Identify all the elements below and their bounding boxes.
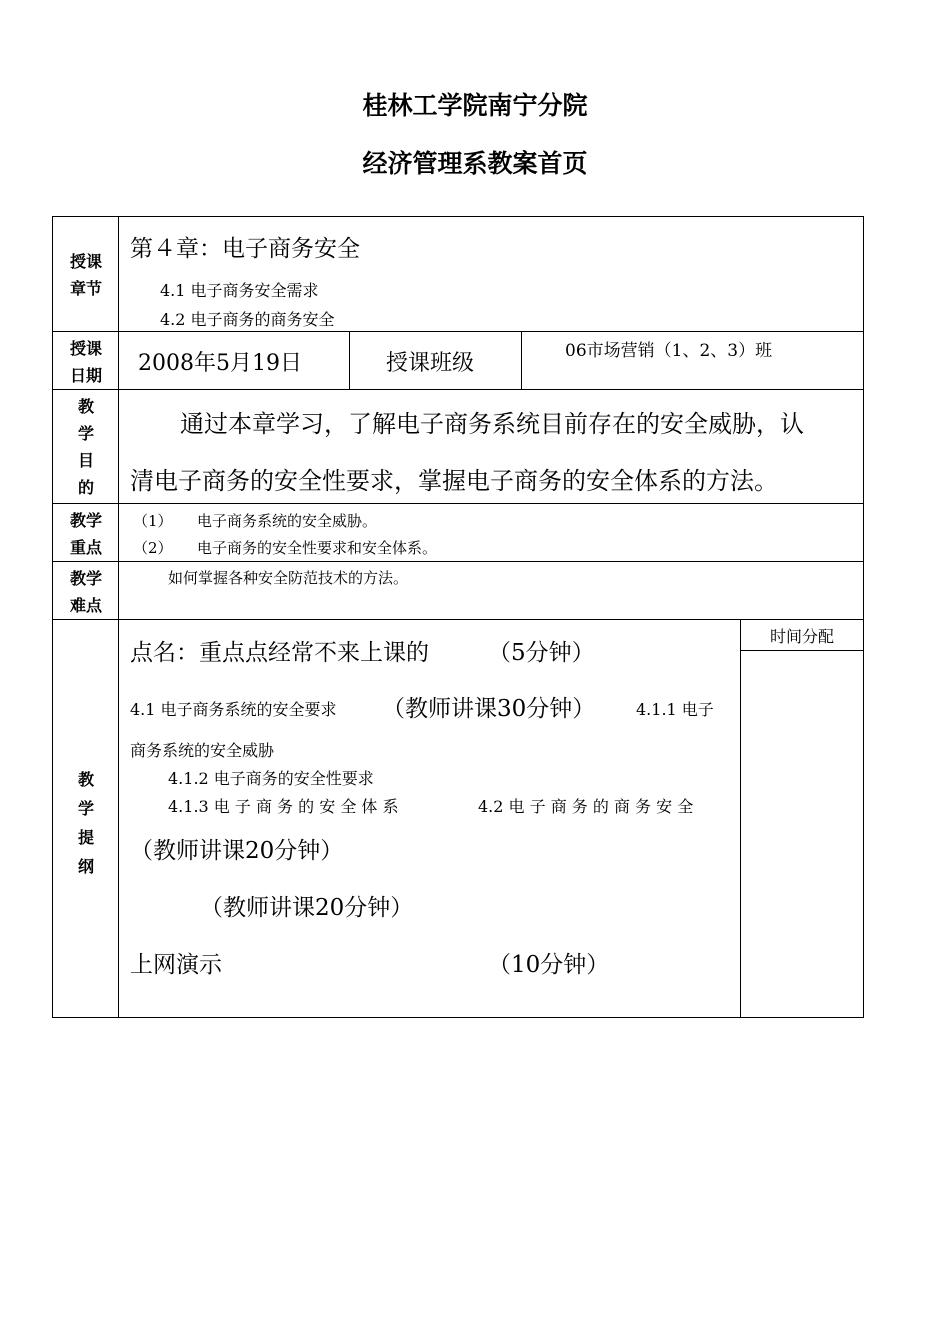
difficulty-text: 如何掌握各种安全防范技术的方法。: [168, 569, 409, 587]
outline-item-time: （教师讲课20分钟）: [200, 895, 414, 921]
time-header-divider: [740, 650, 864, 651]
time-allocation-header: 时间分配: [769, 627, 834, 646]
section-item: 4.2 电子商务的商务安全: [160, 310, 335, 329]
roll-call-time: （5分钟）: [488, 640, 595, 666]
lesson-date: 2008年5月19日: [138, 351, 302, 376]
row-divider: [52, 331, 864, 332]
roll-call: 点名：重点点经常不来上课的: [130, 640, 429, 666]
row-divider: [52, 561, 864, 562]
outline-item: 4.1 电子商务系统的安全要求: [130, 700, 337, 719]
outline-item: 4.1.3 电 子 商 务 的 安 全 体 系: [168, 797, 399, 816]
page-title: 经济管理系教案首页: [362, 149, 588, 178]
outline-item-time: （教师讲课20分钟）: [130, 838, 344, 864]
outline-label: 教 学 提 纲: [77, 770, 94, 876]
objective-line: 通过本章学习，了解电子商务系统目前存在的安全威胁，认: [180, 410, 804, 438]
key-point-number: （1）: [133, 512, 173, 530]
section-label: 授课 章节: [69, 252, 102, 298]
key-point-number: （2）: [133, 539, 173, 557]
outline-item-time: （教师讲课30分钟）: [382, 696, 596, 722]
row-divider: [52, 389, 864, 390]
date-cell-divider: [349, 331, 350, 389]
row-divider: [52, 619, 864, 620]
time-column-divider: [740, 619, 741, 1018]
outline-item: 4.2 电 子 商 务 的 商 务 安 全: [478, 797, 694, 816]
section-item: 4.1 电子商务安全需求: [160, 281, 319, 300]
school-title: 桂林工学院南宁分院: [362, 91, 588, 120]
class-value: 06市场营销（1、2、3）班: [565, 341, 773, 361]
key-point-text: 电子商务系统的安全威胁。: [197, 512, 378, 530]
difficulty-label: 教学 难点: [69, 569, 102, 615]
key-points-label: 教学 重点: [69, 511, 102, 557]
outline-item: 4.1.2 电子商务的安全性要求: [168, 769, 374, 788]
outline-item: 商务系统的安全威胁: [130, 741, 275, 760]
class-cell-divider: [521, 331, 522, 389]
chapter-title: 第４章：电子商务安全: [130, 236, 360, 262]
demo-time: （10分钟）: [488, 952, 610, 978]
class-label: 授课班级: [386, 351, 475, 376]
objective-line: 清电子商务的安全性要求，掌握电子商务的安全体系的方法。: [130, 467, 778, 495]
date-label: 授课 日期: [69, 339, 102, 385]
row-divider: [52, 503, 864, 504]
key-point-text: 电子商务的安全性要求和安全体系。: [197, 539, 438, 557]
demo-item: 上网演示: [130, 952, 222, 978]
label-column-divider: [118, 216, 119, 1018]
outline-item: 4.1.1 电子: [636, 700, 714, 719]
objective-label: 教 学 目 的: [77, 397, 94, 497]
